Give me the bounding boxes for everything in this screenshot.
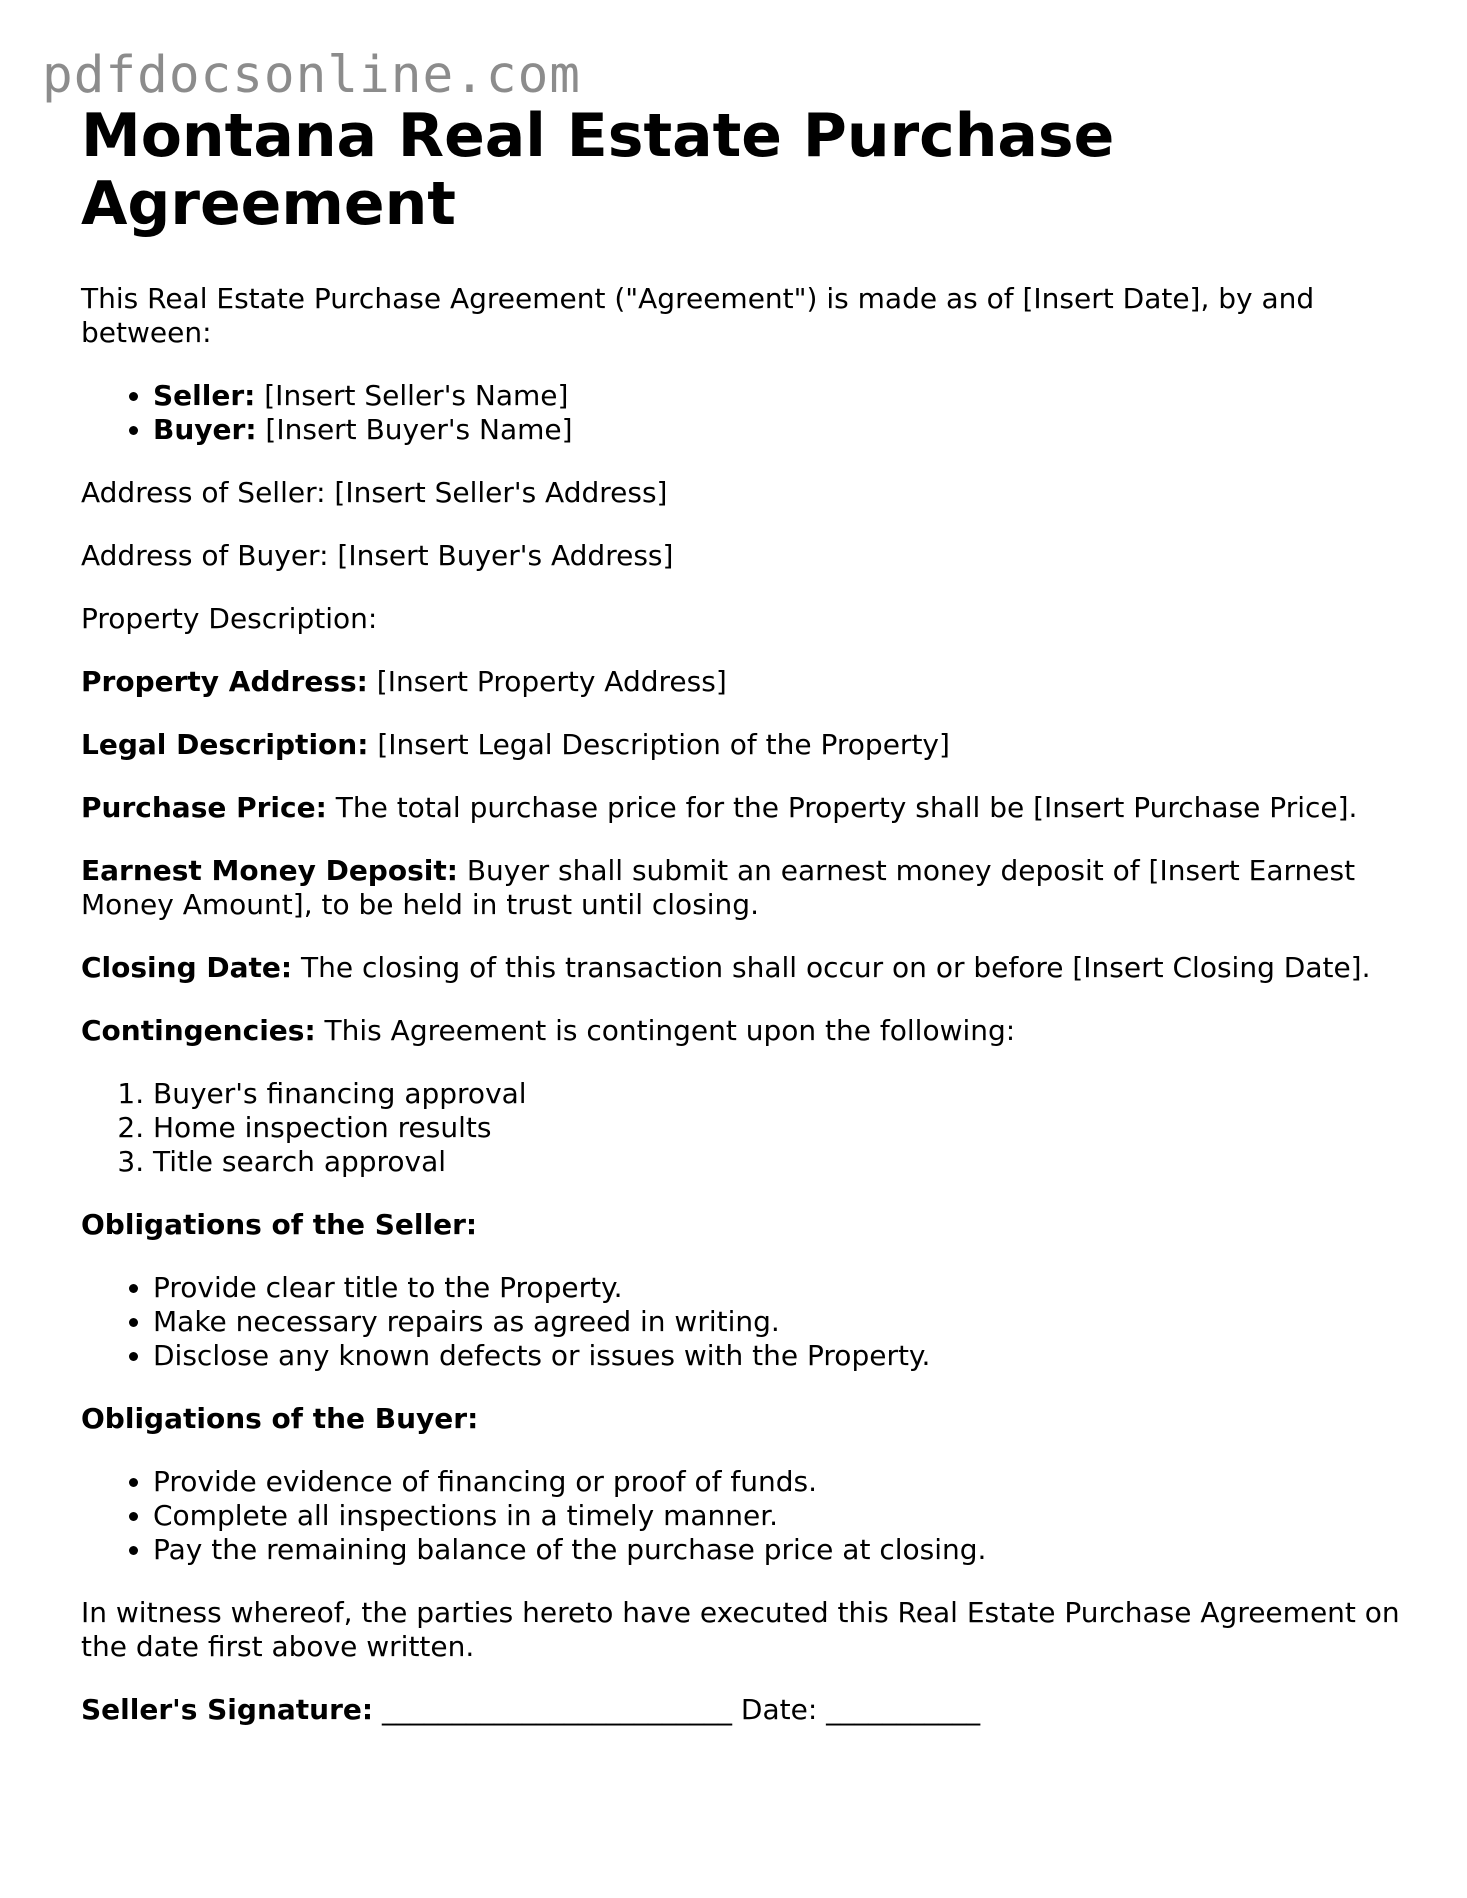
seller-signature-line: [81, 1693, 1401, 1727]
party-seller: [153, 379, 1401, 413]
contingencies-list: [81, 1077, 1401, 1179]
buyer-obligations-heading-text: Obligations of the Buyer:: [81, 1402, 479, 1435]
legal-description: [81, 728, 1401, 762]
purchase-price-value: The total purchase price for the Property shall be [Insert Purchase Price].: [326, 791, 1358, 824]
earnest-money: [81, 854, 1401, 922]
earnest-money-label: Earnest Money Deposit:: [81, 854, 458, 887]
property-address: [81, 665, 1401, 699]
property-description-heading: Property Description:: [81, 602, 378, 635]
contingency-item: 1. Buyer's financing approval: [153, 1077, 1401, 1111]
closing-date-label: Closing Date:: [81, 951, 293, 984]
witness-paragraph: In witness whereof, the parties hereto have executed this Real Estate Purchase Agreement on the date first above written.: [81, 1596, 1400, 1663]
watermark: pdfdocsonline.com: [42, 46, 581, 105]
seller-obligation-item: • Disclose any known defects or issues with the Property.: [153, 1339, 1401, 1373]
closing-date: [81, 951, 1401, 985]
party-buyer-label: Buyer:: [153, 413, 257, 446]
contingency-item: 3. Title search approval: [153, 1145, 1401, 1179]
contingencies: [81, 1014, 1401, 1048]
earnest-money-value: Buyer shall submit an earnest money deposit of [Insert Earnest Money Amount], to be held in trust until closing.: [81, 854, 1356, 921]
seller-obligation-item: • Provide clear title to the Property.: [153, 1271, 1401, 1305]
document-title: Montana Real Estate Purchase Agreement: [81, 101, 1115, 239]
property-address-label: Property Address:: [81, 665, 368, 698]
party-buyer-value: [Insert Buyer's Name]: [256, 413, 573, 446]
purchase-price: [81, 791, 1401, 825]
document-page: [81, 102, 1401, 1756]
contingency-item: 2. Home inspection results: [153, 1111, 1401, 1145]
property-address-value: [Insert Property Address]: [367, 665, 727, 698]
buyer-obligation-item: • Provide evidence of financing or proof of funds.: [153, 1465, 1401, 1499]
buyer-address: Address of Buyer: [Insert Buyer's Address]: [81, 539, 674, 572]
buyer-obligations-heading: [81, 1402, 1401, 1436]
closing-date-value: The closing of this transaction shall occur on or before [Insert Closing Date].: [292, 951, 1371, 984]
buyer-obligation-item: • Pay the remaining balance of the purchase price at closing.: [153, 1533, 1401, 1567]
legal-description-value: [Insert Legal Description of the Property]: [368, 728, 950, 761]
party-seller-label: Seller:: [153, 379, 256, 412]
buyer-obligation-item: • Complete all inspections in a timely manner.: [153, 1499, 1401, 1533]
parties-list: [81, 379, 1401, 447]
seller-signature-date[interactable]: Date: ___________: [732, 1693, 981, 1726]
buyer-obligations-list: [81, 1465, 1401, 1567]
seller-obligation-item: • Make necessary repairs as agreed in writing.: [153, 1305, 1401, 1339]
party-buyer: [153, 413, 1401, 447]
seller-signature-blank[interactable]: _________________________: [373, 1693, 732, 1726]
seller-signature-label: Seller's Signature:: [81, 1693, 374, 1726]
intro-paragraph: This Real Estate Purchase Agreement ("Agreement") is made as of [Insert Date], by and between:: [81, 282, 1315, 349]
legal-description-label: Legal Description:: [81, 728, 369, 761]
seller-obligations-list: [81, 1271, 1401, 1373]
seller-obligations-heading: [81, 1208, 1401, 1242]
contingencies-label: Contingencies:: [81, 1014, 316, 1047]
seller-address: Address of Seller: [Insert Seller's Address]: [81, 476, 668, 509]
party-seller-value: [Insert Seller's Name]: [255, 379, 569, 412]
contingencies-value: This Agreement is contingent upon the following:: [315, 1014, 1016, 1047]
purchase-price-label: Purchase Price:: [81, 791, 327, 824]
seller-obligations-heading-text: Obligations of the Seller:: [81, 1208, 478, 1241]
